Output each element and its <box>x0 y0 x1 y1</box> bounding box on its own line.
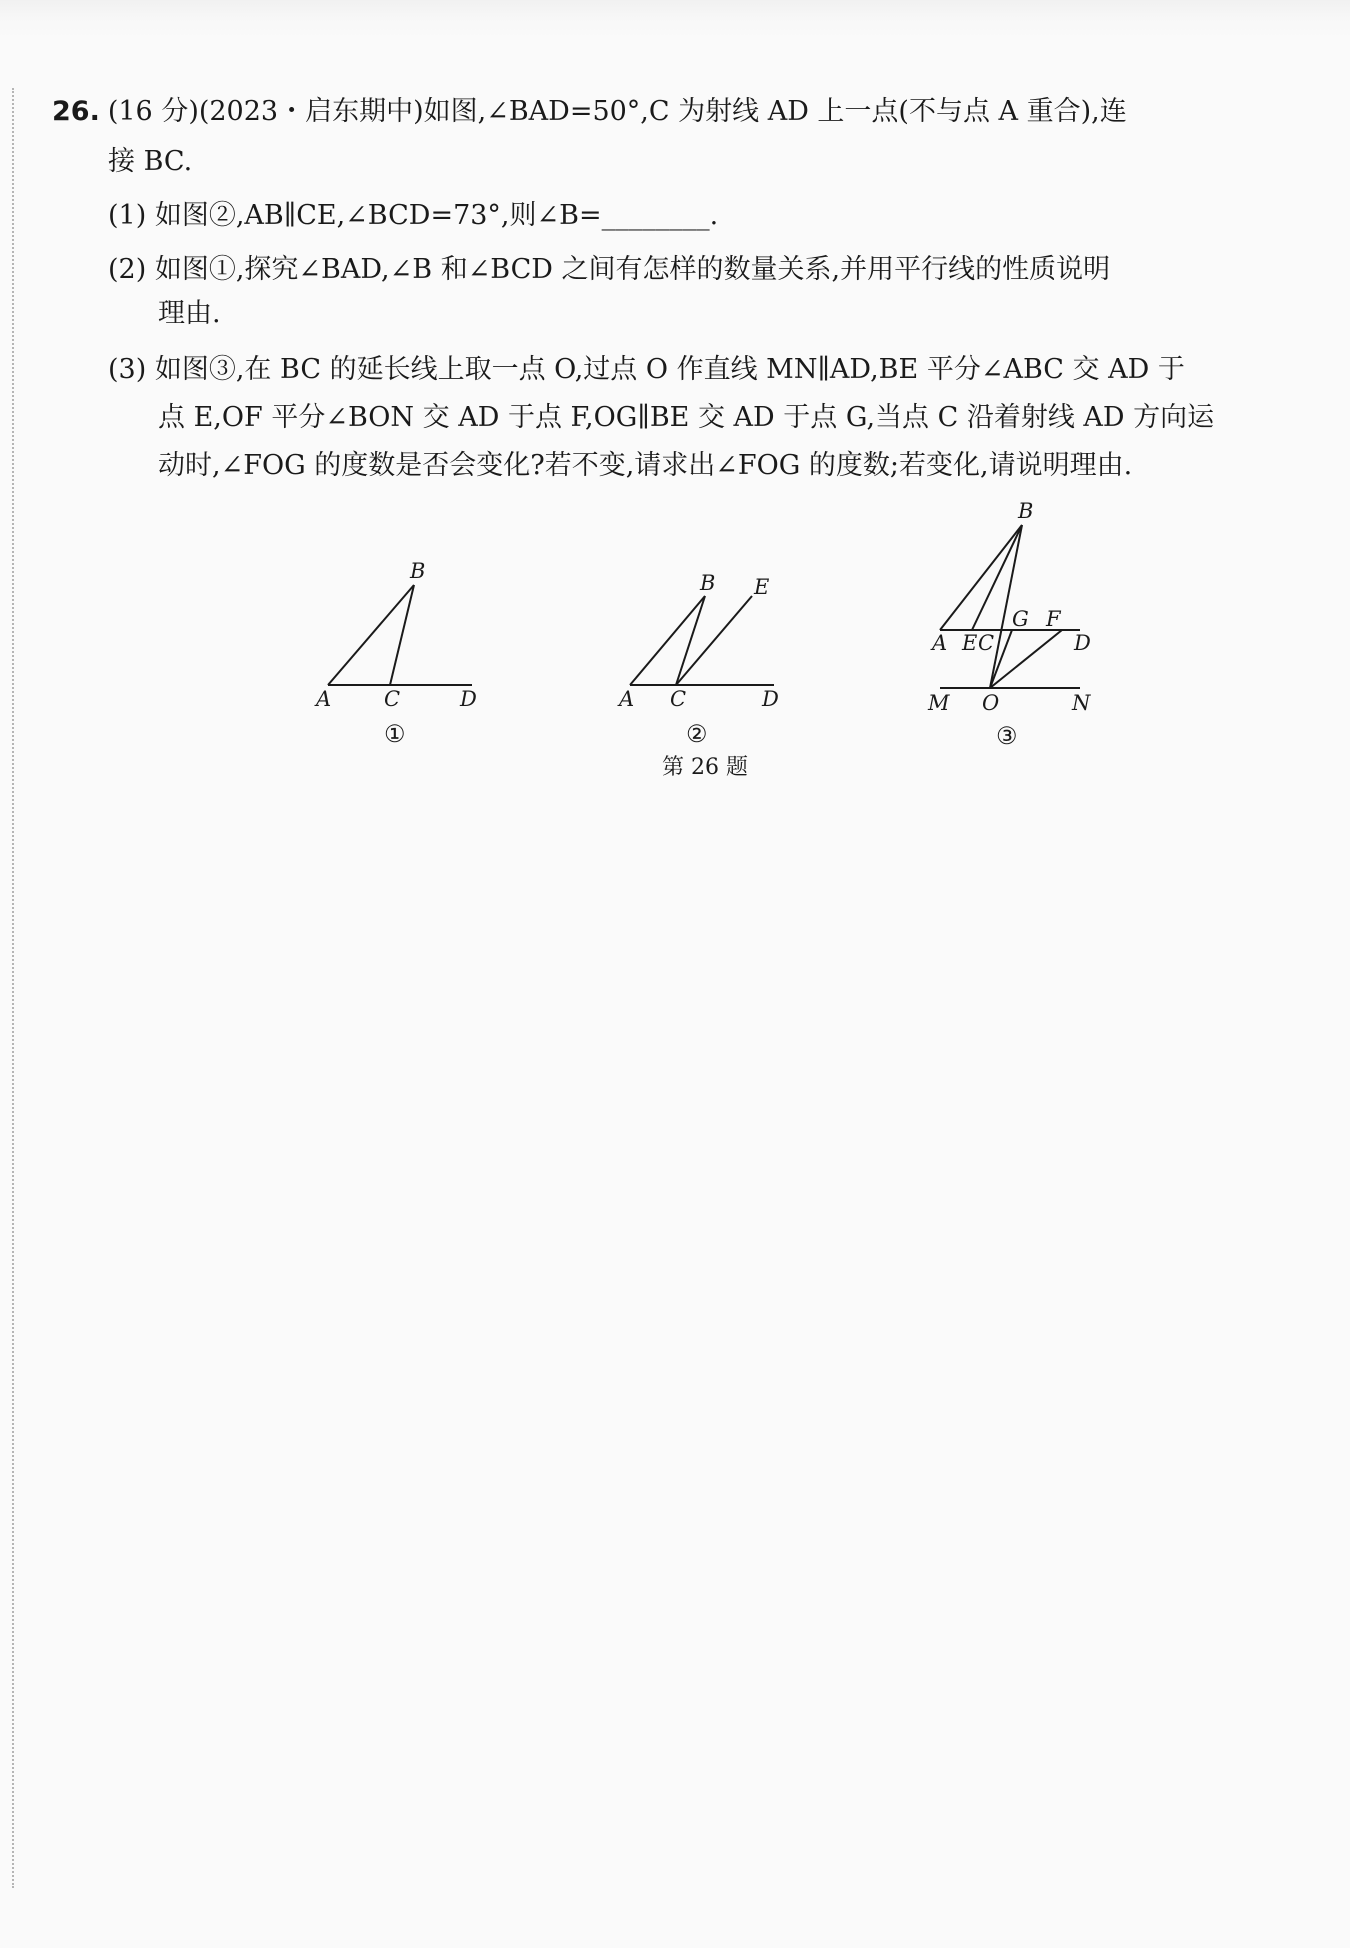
fig2-label-C: C <box>670 687 687 711</box>
fig3-label-C: C <box>978 631 995 655</box>
fig1-label-A: A <box>316 687 332 711</box>
fig3-label-E: E <box>962 631 978 655</box>
margin-dotted-line <box>12 88 14 1888</box>
fig3-label-A: A <box>932 631 948 655</box>
fig1-tag: ① <box>384 720 406 748</box>
fig3-label-B: B <box>1018 500 1034 523</box>
figure-1-lines <box>328 585 472 685</box>
fig1-label-B: B <box>410 559 426 583</box>
part-3-text-cont-1: 点 E,OF 平分∠BON 交 AD 于点 F,OG∥BE 交 AD 于点 G,当点 C 沿着射线 AD 方向运 <box>158 402 1215 433</box>
question-number: 26. <box>52 96 100 127</box>
figure-caption: 第 26 题 <box>662 755 748 780</box>
fig2-tag: ② <box>686 720 708 748</box>
part-3-text-cont-2: 动时,∠FOG 的度数是否会变化?若不变,请求出∠FOG 的度数;若变化,请说明理由. <box>158 450 1133 481</box>
fig2-label-D: D <box>762 687 779 711</box>
part-1-text: (1) 如图②,AB∥CE,∠BCD=73°,则∠B=________. <box>108 200 719 231</box>
question-line-2: 接 BC. <box>108 146 193 177</box>
fig3-label-N: N <box>1072 691 1091 715</box>
fig3-label-M: M <box>928 691 950 715</box>
fig3-tag: ③ <box>996 722 1018 750</box>
fig3-label-O: O <box>982 691 1000 715</box>
fig3-label-D: D <box>1074 631 1091 655</box>
question-line-1 <box>52 92 1127 132</box>
part-2-text: (2) 如图①,探究∠BAD,∠B 和∠BCD 之间有怎样的数量关系,并用平行线的性质说明 <box>108 254 1111 285</box>
question-stem-text: (16 分)(2023・启东期中)如图,∠BAD=50°,C 为射线 AD 上一点(不与点 A 重合),连 <box>107 96 1127 127</box>
figures-area <box>300 500 1120 800</box>
fig2-label-A: A <box>619 687 635 711</box>
fig3-label-G: G <box>1012 607 1029 631</box>
part-3-text: (3) 如图③,在 BC 的延长线上取一点 O,过点 O 作直线 MN∥AD,BE 平分∠ABC 交 AD 于 <box>108 354 1185 385</box>
part-2-text-cont: 理由. <box>158 298 221 329</box>
fig3-label-F: F <box>1046 607 1061 631</box>
fig2-label-B: B <box>700 571 716 595</box>
fig2-label-E: E <box>754 575 770 599</box>
geometry-figures <box>300 500 1120 800</box>
figure-2-lines <box>630 596 774 685</box>
fig1-label-D: D <box>460 687 477 711</box>
fig1-label-C: C <box>384 687 401 711</box>
